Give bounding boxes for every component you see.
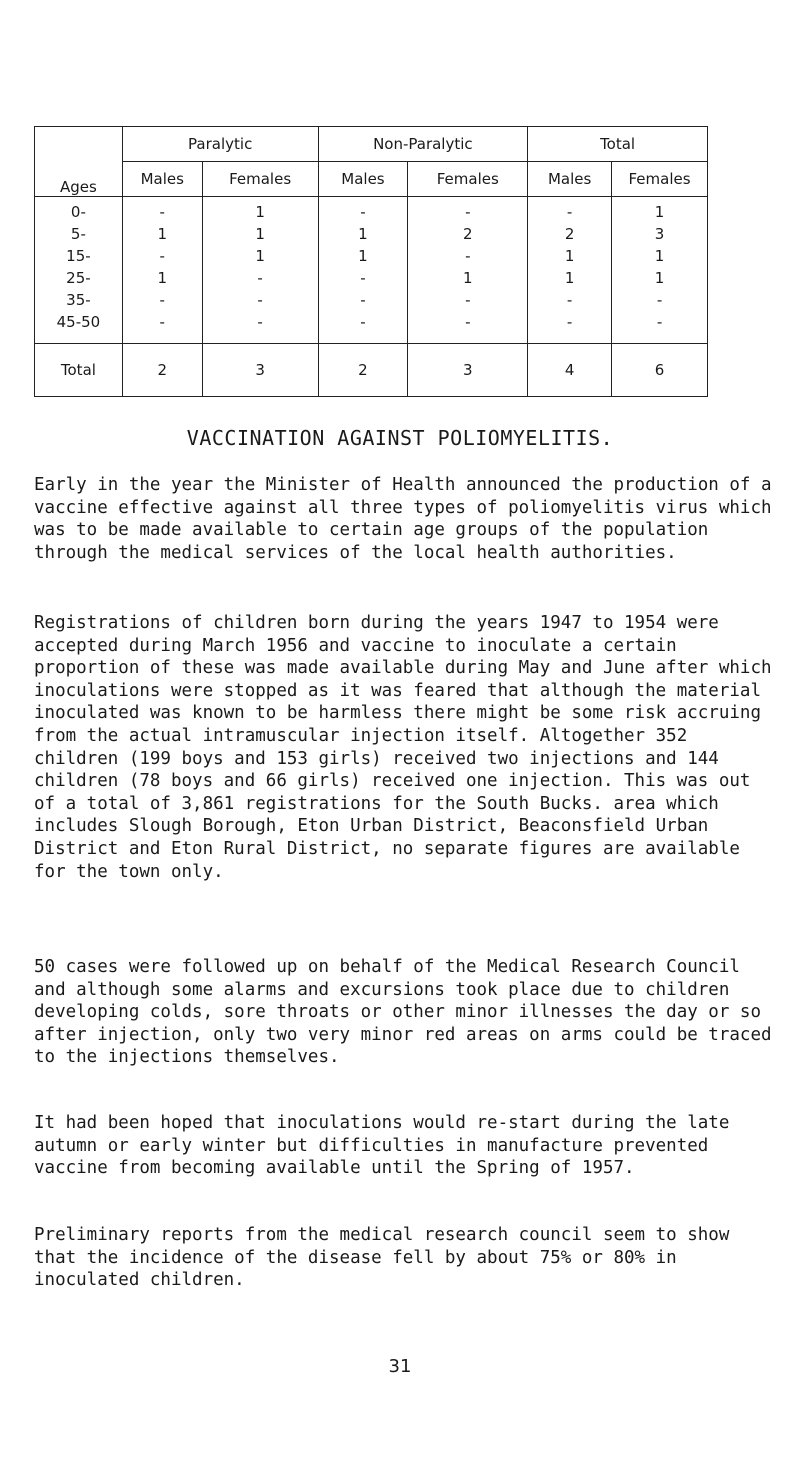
table-cell: - xyxy=(122,245,202,267)
table-row xyxy=(35,245,708,267)
table-cell: - xyxy=(318,197,408,224)
table-cell: 1 xyxy=(408,267,528,289)
table-row xyxy=(35,197,708,224)
table-cell: 1 xyxy=(318,245,408,267)
paragraph: 50 cases were followed up on behalf of the Medical Research Council and although some alarms and excursions took place due to children developing colds, sore throats or other minor illnesses the day or so after injection, only two very minor red areas on arms could be traced to the injections themselves. xyxy=(34,957,772,1068)
paralytic-header: Paralytic xyxy=(122,127,318,162)
table-cell: 1 xyxy=(202,245,318,267)
total-cell: 6 xyxy=(612,344,708,397)
total-cell: 3 xyxy=(202,344,318,397)
table-cell: - xyxy=(122,197,202,224)
table-cell: 1 xyxy=(612,197,708,224)
sex-header: Females xyxy=(612,162,708,197)
paragraph: Preliminary reports from the medical research council seem to show that the incidence of the disease fell by about 75% or 80% in inoculated children. xyxy=(34,1225,730,1291)
table-cell: - xyxy=(202,267,318,289)
table-cell: 1 xyxy=(528,267,612,289)
poliomyelitis-cases-table xyxy=(34,126,708,397)
sex-header: Males xyxy=(318,162,408,197)
age-cell: 15- xyxy=(35,245,123,267)
table-cell: - xyxy=(612,289,708,311)
paragraph: Registrations of children born during the years 1947 to 1954 were accepted during March 1956 and vaccine to inoculate a certain proportion of these was made available during May and June after which inoculations were stopped as it was feared that although the material inoculated was known to be harmless there might be some risk accruing from the actual intramuscular injection itself. Altogether 352 children (199 boys and 153 girls) received two injections and 144 children (78 boys and 66 girls) received one injection. This was out of a total of 3,861 registrations for the South Bucks. area which includes Slough Borough, Eton Urban District, Beaconsfield Urban District and Eton Rural District, no separate figures are available for the town only. xyxy=(34,613,772,882)
sex-header: Males xyxy=(528,162,612,197)
table-cell: - xyxy=(318,311,408,344)
table-cell: - xyxy=(612,311,708,344)
total-cell: 3 xyxy=(408,344,528,397)
table-cell: 1 xyxy=(122,267,202,289)
table-cell: - xyxy=(202,311,318,344)
page-number: 31 xyxy=(388,1356,412,1377)
section-heading: VACCINATION AGAINST POLIOMYELITIS. xyxy=(186,426,614,450)
table-cell: 1 xyxy=(122,223,202,245)
paragraph: It had been hoped that inoculations would re-start during the late autumn or early winter but difficulties in manufacture prevented vaccine from becoming available until the Spring of 1957. xyxy=(34,1113,730,1179)
table-cell: 3 xyxy=(612,223,708,245)
table-cell: - xyxy=(408,245,528,267)
table-cell: - xyxy=(528,311,612,344)
table-cell: 1 xyxy=(528,245,612,267)
table-row xyxy=(35,223,708,245)
age-cell: 35- xyxy=(35,289,123,311)
sex-header: Males xyxy=(122,162,202,197)
total-cell: 2 xyxy=(318,344,408,397)
non-paralytic-header: Non-Paralytic xyxy=(318,127,528,162)
age-cell: 45-50 xyxy=(35,311,123,344)
table-row xyxy=(35,267,708,289)
table-cell: 1 xyxy=(612,245,708,267)
total-cell: 4 xyxy=(528,344,612,397)
table-cell: - xyxy=(528,289,612,311)
table-cell: 1 xyxy=(202,197,318,224)
table-cell: 1 xyxy=(202,223,318,245)
total-label: Total xyxy=(35,344,123,397)
total-cell: 2 xyxy=(122,344,202,397)
age-cell: 25- xyxy=(35,267,123,289)
table-row xyxy=(35,289,708,311)
table-cell: - xyxy=(318,289,408,311)
table-cell: - xyxy=(408,197,528,224)
table-group-header-row xyxy=(35,127,708,162)
table-row xyxy=(35,311,708,344)
table-cell: 2 xyxy=(528,223,612,245)
sex-header: Females xyxy=(408,162,528,197)
table-cell: - xyxy=(528,197,612,224)
total-group-header: Total xyxy=(528,127,708,162)
table-total-row xyxy=(35,344,708,397)
table-cell: - xyxy=(122,289,202,311)
sex-header: Females xyxy=(202,162,318,197)
age-cell: 5- xyxy=(35,223,123,245)
ages-header: Ages xyxy=(35,127,123,197)
table-cell: - xyxy=(122,311,202,344)
table-cell: 1 xyxy=(318,223,408,245)
paragraph: Early in the year the Minister of Health announced the production of a vaccine effective against all three types of poliomyelitis virus which was to be made available to certain age groups of the population through the medical services of the local health authorities. xyxy=(34,475,772,563)
table-sex-header-row xyxy=(35,162,708,197)
table-cell: - xyxy=(202,289,318,311)
table-cell: - xyxy=(408,289,528,311)
age-cell: 0- xyxy=(35,197,123,224)
table-cell: 2 xyxy=(408,223,528,245)
table-cell: - xyxy=(318,267,408,289)
table-cell: 1 xyxy=(612,267,708,289)
table-cell: - xyxy=(408,311,528,344)
